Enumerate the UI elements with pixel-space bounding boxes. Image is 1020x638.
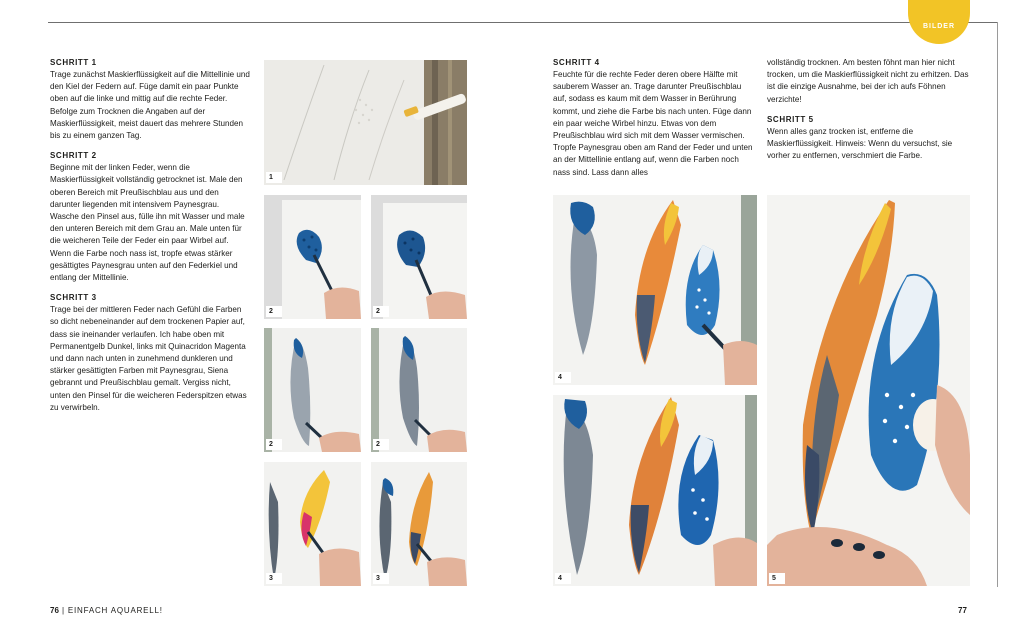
photo-step-4a [553, 195, 757, 385]
step-1-text: Trage zunächst Maskierflüssigkeit auf die Mittellinie und den Kiel der Federn auf. Füge damit ein paar Punkte oben auf die linke und mittig auf die rechte Feder. Befolge zum Trocknen die Angaben auf der Maskierflüssigkeit, meist dauert das mehrere Stunden bis zu einem ganzen Tag. [50, 70, 250, 141]
left-footer [50, 606, 163, 615]
photo-number: 4 [555, 372, 571, 383]
photo-step-2c [264, 328, 361, 452]
right-page-number: 77 [958, 606, 967, 615]
step-3-heading: SCHRITT 3 [50, 293, 97, 303]
photo-number: 5 [769, 573, 785, 584]
right-footer [958, 606, 967, 615]
photo-step-2a [264, 195, 361, 319]
book-title: EINFACH AQUARELL! [67, 606, 163, 615]
photo-step-3b [371, 462, 467, 586]
photo-number: 2 [373, 306, 389, 317]
photo-step-2d [371, 328, 467, 452]
photo-step-2b [371, 195, 467, 319]
photo-number: 3 [266, 573, 282, 584]
photo-number: 4 [555, 573, 571, 584]
step-2-heading: SCHRITT 2 [50, 151, 97, 161]
photo-number: 1 [266, 172, 282, 183]
step-1-heading: SCHRITT 1 [50, 58, 97, 67]
step-4-heading: SCHRITT 4 [553, 58, 600, 67]
section-badge: BILDER [908, 0, 970, 44]
step-5-text: Wenn alles ganz trocken ist, entferne die Maskierflüssigkeit. Hinweis: Wenn du versuchst, sie vorher zu entfernen, verschmiert die Farbe. [767, 126, 953, 161]
step-4-text-continued: vollständig trocknen. Am besten föhnt man hier nicht trocken, um die Maskierflüssigkeit nicht zu erhitzen. Das ist die einzige Ausnahme, bei der ich aufs Föhnen verzichte! [767, 58, 969, 104]
photo-number: 2 [266, 439, 282, 450]
footer-separator: | [61, 606, 65, 615]
step-2-text: Beginne mit der linken Feder, wenn die Maskierflüssigkeit vollständig getrocknet ist. Male den oberen Bereich mit Preußischblau aus und den darunter liegenden mit intensivem Paynesgrau. Wasche den Pinsel aus, fülle ihn mit Wasser und male den unteren Bereich mit dem Grau an. Male unten für die weicheren Teile der Feder ein paar Wirbel auf. Wenn die Farbe noch nass ist, tropfe etwas stärker gesättigtes Paynesgrau unten auf den Federkiel und entlang der Mittellinie. [50, 163, 245, 283]
photo-step-5 [767, 195, 970, 586]
right-text-column-a [553, 57, 756, 187]
photo-number: 2 [373, 439, 389, 450]
photo-step-3a [264, 462, 361, 586]
photo-number: 3 [373, 573, 389, 584]
header-rule [48, 22, 998, 23]
step-4-text: Feuchte für die rechte Feder deren obere Hälfte mit sauberem Wasser an. Trage darunter Preußischblau auf, sodass es kaum mit dem Wasser in Berührung kommt, und ziehe die Farbe bis nach unten. Füge dann ein paar weiche Wirbel hinzu. Etwas von dem Preußischblau wird sich mit dem Wasser vermischen. Tropfe Paynesgrau oben am Rand der Feder und unten an der Mittellinie entlang auf, wenn die Farben noch nass sind. Lass dann alles [553, 70, 753, 177]
photo-step-1 [264, 60, 467, 185]
right-text-column-b [767, 57, 970, 170]
photo-step-4b [553, 395, 757, 586]
step-3-text: Trage bei der mittleren Feder nach Gefühl die Farben so dicht nebeneinander auf dem trockenen Papier auf, dass sie ineinander verlaufen. Ich habe oben mit Permanentgelb Dunkel, links mit Quinacridon Magenta und dann nach unten in zunehmend dunkleren und stärker gesättigten Farben mit Paynesgrau, Siena gebrannt und Preußischblau gemalt. Vergiss nicht, unten den Pinsel für die weicheren Federspitzen etwas zu verwirbeln. [50, 305, 247, 412]
left-text-column [50, 57, 250, 422]
margin-rule [997, 22, 998, 587]
left-page-number: 76 [50, 606, 59, 615]
photo-number: 2 [266, 306, 282, 317]
step-5-heading: SCHRITT 5 [767, 114, 814, 124]
